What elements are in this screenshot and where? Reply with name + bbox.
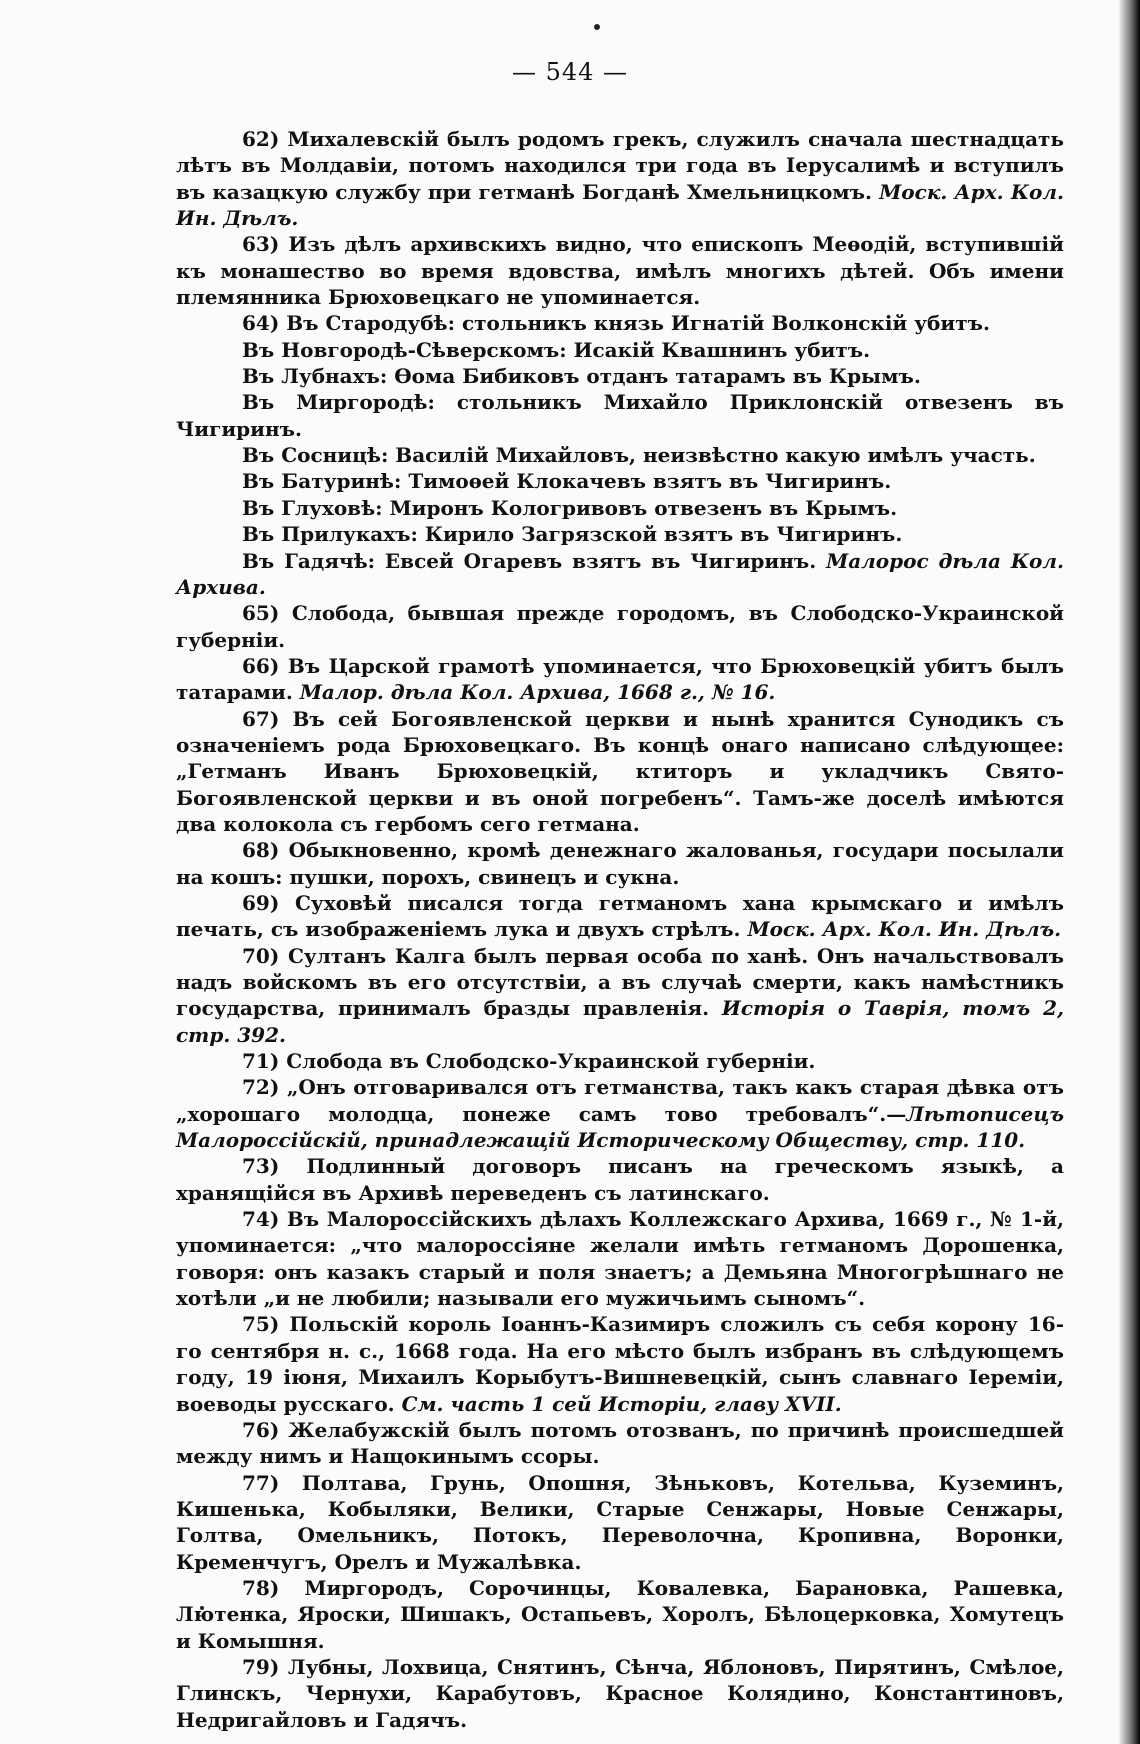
note-70: 70) Султанъ Калга былъ первая особа по ханѣ. Онъ начальствовалъ надъ войскомъ въ его отсутствіи, а въ случаѣ смерти, какъ намѣстникъ государства, принималъ бразды правленія. Исторія о Таврія, томъ 2, стр. 392.: [176, 943, 1064, 1047]
note-64-item: Въ Гадячѣ: Евсей Огаревъ взятъ въ Чигиринъ. Малорос дѣла Кол. Архива.: [176, 548, 1064, 599]
scan-speck: [594, 24, 600, 30]
note-64-item: Въ Миргородѣ: стольникъ Михайло Приклонскій отвезенъ въ Чигиринъ.: [176, 390, 1064, 441]
note-65: 65) Слобода, бывшая прежде городомъ, въ Слободско-Украинской губерніи.: [176, 601, 1064, 652]
note-66: 66) Въ Царской грамотѣ упоминается, что Брюховецкій убитъ былъ татарами. Малор. дѣла Кол. Архива, 1668 г., № 16.: [176, 653, 1064, 705]
page-number: — 544 —: [511, 58, 629, 86]
notes-column: [176, 126, 1064, 1733]
note-71: 71) Слобода въ Слободско-Украинской губерніи.: [242, 1049, 816, 1074]
note-76: 76) Желабужскій былъ потомъ отозванъ, по причинѣ происшедшей между нимъ и Нащокинымъ ссоры.: [176, 1417, 1064, 1469]
note-67: 67) Въ сей Богоявленской церкви и нынѣ хранится Сунодикъ съ означеніемъ рода Брюховецкаго. Въ концѣ онаго написано слѣдующее: „Гетманъ Иванъ Брюховецкій, ктиторъ и укладчикъ Свято-Богоявленской церкви и въ оной погребенъ“. Тамъ-же доселѣ имѣются два колокола съ гербомъ сего гетмана.: [176, 706, 1064, 836]
note-68: 68) Обыкновенно, кромѣ денежнаго жалованья, государи посылали на кошъ: пушки, порохъ, свинецъ и сукна.: [176, 838, 1064, 889]
note-79: 79) Лубны, Лохвица, Снятинъ, Сѣнча, Яблоновъ, Пирятинъ, Смѣлое, Глинскъ, Чернухи, Карабутовъ, Красное Колядино, Константиновъ, Недригайловъ и Гадячъ.: [176, 1654, 1064, 1732]
note-64-item: Въ Глуховѣ: Миронъ Кологривовъ отвезенъ въ Крымъ.: [242, 495, 898, 520]
note-69: 69) Суховѣй писался тогда гетманомъ хана крымскаго и имѣлъ печать, съ изображеніемъ лука и двухъ стрѣлъ. Моск. Арх. Кол. Ин. Дѣлъ.: [176, 890, 1064, 942]
note-77: 77) Полтава, Грунь, Опошня, Зѣньковъ, Котельва, Куземинъ, Кишенька, Кобыляки, Велики, Старые Сенжары, Новые Сенжары, Голтва, Омельникъ, Потокъ, Переволочна, Кропивна, Воронки, Кременчугъ, Орелъ и Мужалѣвка.: [176, 1470, 1064, 1574]
note-64-item: Въ Лубнахъ: Ѳома Бибиковъ отданъ татарамъ въ Крымъ.: [242, 364, 921, 389]
page-edge-shadow: [1118, 0, 1140, 1744]
note-64-item: Въ Батуринѣ: Тимоѳей Клокачевъ взятъ въ Чигиринъ.: [242, 469, 892, 494]
note-64-item: Въ Новгородѣ-Сѣверскомъ: Исакій Квашнинъ убитъ.: [242, 337, 871, 362]
note-72: 72) „Онъ отговаривался отъ гетманства, такъ какъ старая дѣвка отъ „хорошаго молодца, понеже самъ тово требовалъ“.—Лѣтописецъ Малороссійскій, принадлежащій Историческому Обществу, стр. 110.: [176, 1075, 1064, 1153]
note-64-item: Въ Сосницѣ: Василій Михайловъ, неизвѣстно какую имѣлъ участь.: [242, 443, 1036, 468]
note-75: 75) Польскій король Іоаннъ-Казимиръ сложилъ съ себя корону 16-го сентября н. с., 1668 года. На его мѣсто былъ избранъ въ слѣдующемъ году, 19 іюня, Михаилъ Корыбутъ-Вишневецкій, сынъ славнаго Іереміи, воеводы русскаго. См. часть 1 сей Исторіи, главу XVII.: [176, 1312, 1064, 1416]
note-78: 78) Миргородъ, Сорочинцы, Ковалевка, Барановка, Рашевка, Лютенка, Яроски, Шишакъ, Остапьевъ, Хоролъ, Бѣлоцерковка, Хомутецъ и Комышня.: [176, 1575, 1064, 1653]
note-62: 62) Михалевскій былъ родомъ грекъ, служилъ сначала шестнадцать лѣтъ въ Молдавіи, потомъ находился три года въ Іерусалимѣ и вступилъ въ казацкую службу при гетманѣ Богданѣ Хмельницкомъ. Моск. Арх. Кол. Ин. Дѣлъ.: [176, 127, 1064, 231]
note-73: 73) Подлинный договоръ писанъ на греческомъ языкѣ, а хранящійся въ Архивѣ переведенъ съ латинскаго.: [176, 1154, 1064, 1205]
note-74: 74) Въ Малороссійскихъ дѣлахъ Коллежскаго Архива, 1669 г., № 1-й, упоминается: „что малороссіяне желали имѣть гетманомъ Дорошенка, говоря: онъ казакъ старый и поля знаетъ; а Демьяна Многогрѣшнаго не хотѣли „и не любили; называли его мужичьимъ сыномъ“.: [176, 1207, 1064, 1311]
note-63: 63) Изъ дѣлъ архивскихъ видно, что епископъ Меѳодій, вступившій къ монашество во время вдовства, имѣлъ многихъ дѣтей. Объ имени племянника Брюховецкаго не упоминается.: [176, 232, 1064, 310]
note-64: 64) Въ Стародубѣ: стольникъ князь Игнатій Волконскій убитъ.: [242, 311, 990, 336]
note-64-item: Въ Прилукахъ: Кирило Загрязской взятъ въ Чигиринъ.: [242, 522, 903, 547]
